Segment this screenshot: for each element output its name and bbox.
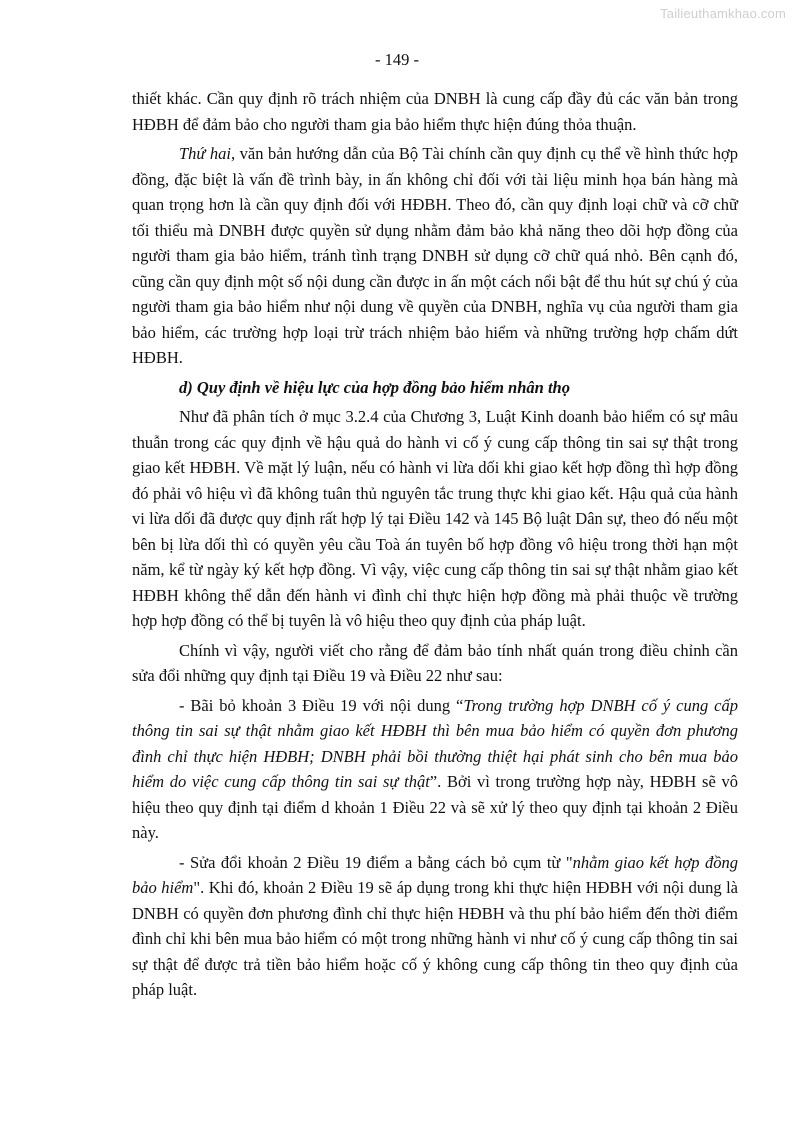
paragraph-second-point: [132, 141, 738, 371]
page-number: - 149 -: [375, 50, 419, 69]
list-item-text: - Sửa đổi khoản 2 Điều 19 điểm a bằng cách bỏ cụm từ ": [179, 852, 573, 872]
list-item-text: ". Khi đó, khoản 2 Điều 19 sẽ áp dụng trong khi thực hiện HĐBH với nội dung là DNBH có quyền đơn phương đình chỉ thực hiện HĐBH và thu phí bảo hiểm đến thời điểm đình chỉ khi bên mua bảo hiểm có một trong những hành vi như cố ý cung cấp thông tin sai sự thật để được trả tiền bảo hiểm hoặc cố ý không cung cấp thông tin theo quy định của pháp luật.: [132, 878, 738, 999]
watermark-text: Tailieuthamkhao.com: [660, 6, 786, 21]
paragraph-lead-italic: Thứ hai: [179, 144, 232, 163]
list-item-text: - Bãi bỏ khoản 3 Điều 19 với nội dung “: [179, 695, 464, 715]
list-item-repeal: [132, 693, 738, 846]
paragraph-conclusion: Chính vì vậy, người viết cho rằng để đảm bảo tính nhất quán trong điều chỉnh cần sửa đổi những quy định tại Điều 19 và Điều 22 như sau:: [132, 640, 738, 685]
quoted-phrase: nhằm giao kết hợp đồng bảo hiểm: [132, 852, 738, 897]
paragraph-text: , văn bản hướng dẫn của Bộ Tài chính cần quy định cụ thể về hình thức hợp đồng, đặc biệt là vấn đề trình bày, in ấn không chỉ đối với tài liệu minh họa bán hàng mà quan trọng hơn là cần quy định đối với HĐBH. Theo đó, cần quy định loại chữ và cỡ chữ tối thiểu mà DNBH được quyền sử dụng nhằm đảm bảo khả năng theo dõi hợp đồng của người tham gia bảo hiểm, tránh tình trạng DNBH sử dụng cỡ chữ quá nhỏ. Bên cạnh đó, cũng cần quy định một số nội dung cần được in ấn một cách nổi bật để thu hút sự chú ý của người tham gia bảo hiểm như nội dung về quyền của DNBH, nghĩa vụ của người tham gia bảo hiểm, các trường hợp loại trừ trách nhiệm bảo hiểm và những trường hợp chấm dứt HĐBH.: [132, 144, 738, 367]
quoted-provision: Trong trường hợp DNBH cố ý cung cấp thông tin sai sự thật nhằm giao kết HĐBH thì bên mua bảo hiểm có quyền đơn phương đình chỉ thực hiện HĐBH; DNBH phải bồi thường thiệt hại phát sinh cho bên mua bảo hiểm do việc cung cấp thông tin sai sự thật: [132, 695, 738, 791]
list-item-amend: [132, 850, 738, 1003]
document-body: [132, 86, 738, 1003]
list-item-text: ”. Bởi vì trong trường hợp này, HĐBH sẽ vô hiệu theo quy định tại điểm d khoản 1 Điều 22 và sẽ xử lý theo quy định tại khoản 2 Điều này.: [132, 772, 738, 842]
section-heading-d: d) Quy định về hiệu lực của hợp đồng bảo hiểm nhân thọ: [179, 377, 570, 397]
paragraph-continuation: thiết khác. Cần quy định rõ trách nhiệm của DNBH là cung cấp đầy đủ các văn bản trong HĐBH để đảm bảo cho người tham gia bảo hiểm thực hiện đúng thỏa thuận.: [132, 89, 738, 134]
paragraph-analysis: Như đã phân tích ở mục 3.2.4 của Chương 3, Luật Kinh doanh bảo hiểm có sự mâu thuẫn trong các quy định về hậu quả do hành vi cố ý cung cấp thông tin sai sự thật trong giao kết HĐBH. Về mặt lý luận, nếu có hành vi lừa dối khi giao kết hợp đồng thì hợp đồng đó phải vô hiệu vì đã không tuân thủ nguyên tắc trung thực khi giao kết. Hậu quả của hành vi lừa dối đã được quy định rất hợp lý tại Điều 142 và 145 Bộ luật Dân sự, theo đó nếu một bên bị lừa dối thì có quyền yêu cầu Toà án tuyên bố hợp đồng vô hiệu trong thời hạn một năm, kể từ ngày ký kết hợp đồng. Vì vậy, việc cung cấp thông tin sai sự thật nhằm giao kết HĐBH không thể dẫn đến hành vi đình chỉ thực hiện hợp đồng mà phải thuộc về trường hợp hợp đồng có thể bị tuyên là vô hiệu theo quy định của pháp luật.: [132, 407, 738, 630]
